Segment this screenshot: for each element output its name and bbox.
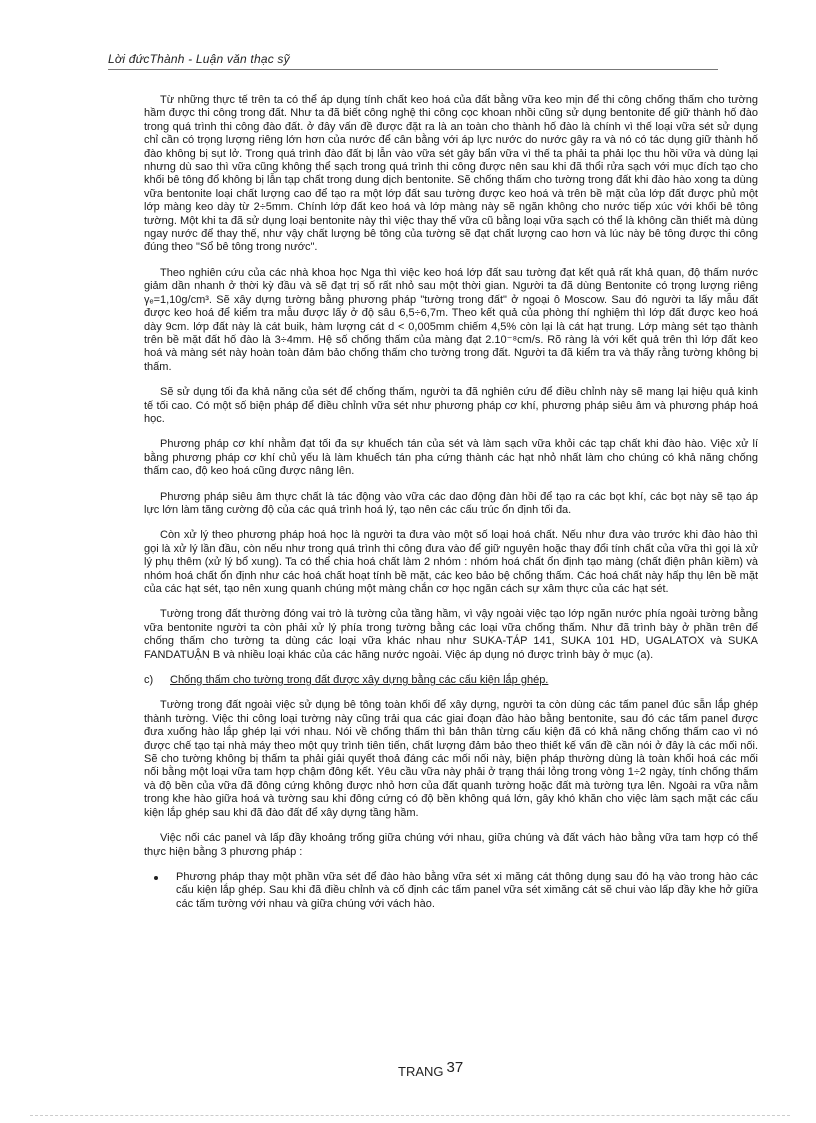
paragraph: Tường trong đất ngoài việc sử dụng bê tông toàn khối để xây dựng, người ta còn dùng các tấm panel đúc sẵn lắp ghép thành tường. Việc thi công loại tường này cũng trải qua các giai đoạn đào hào bằng bentonite, sau đó các tấm panel được đưa xuống hào lắp ghép lại với nhau. Nói về chống thấm thì bản thân từng cấu kiện đã có khả năng chống thấm cao vì nó được chế tạo tại nhà máy theo một quy trình tiên tiến, chất lượng đảm bảo theo thiết kế vấn đề cần nói ở đây là các mối nối. Sẽ cho tường không bị thấm ta phải giải quyết thoả đáng các mối nối này, biện pháp thường dùng là toàn khối hoá các mối nối bằng một loại vữa tam hợp chậm đông kết. Yêu cầu vữa này phải ở trạng thái lỏng trong vòng 1÷2 ngày, tính chống thấm và độ bền của vữa đã đông cứng không được nhỏ hơn của đất quanh tường hoặc đất mà tường tựa lên. Ngoài ra vữa nằm trong khe hào giữa hoá và tường sau khi đông cứng có độ bền không quá lớn, gây khó khăn cho việc làm sạch mặt các cấu kiện lắp ghép sau khi đã đào đất để xây dựng tầng hầm. — [144, 699, 758, 819]
footer-rule — [30, 1115, 790, 1116]
bullet-text: Phương pháp thay một phần vữa sét để đào hào bằng vữa sét xi măng cát thông dụng sau đó hạ vào trong hào các cấu kiện lắp ghép. Sau khi đã điều chỉnh và cố định các tấm panel vữa sét ximăng cát sẽ chui vào lấp đầy khe hở giữa các tấm tường với nhau và giữa chúng với vách hào. — [176, 870, 758, 910]
header-rule — [108, 69, 718, 70]
running-header: Lời đứcThành - Luận văn thạc sỹ — [108, 52, 290, 66]
bullet-item — [144, 871, 758, 911]
bullet-list — [144, 871, 758, 911]
footer-label: TRANG — [398, 1064, 444, 1079]
bullet-icon — [154, 876, 158, 880]
paragraph: Phương pháp cơ khí nhằm đạt tối đa sự khuếch tán của sét và làm sạch vữa khỏi các tạp chất khi đào hào. Việc xử lí bằng phương pháp cơ khí chủ yếu là làm khuếch tán pha cứng thành các hạt nhỏ nhất làm cho chúng có khả năng chống thấm cao, độ keo hoá cũng được nâng lên. — [144, 438, 758, 478]
page-number: 37 — [446, 1059, 464, 1076]
subsection-marker: c) — [144, 674, 154, 687]
paragraph: Theo nghiên cứu của các nhà khoa học Nga thì việc keo hoá lớp đất sau tường đạt kết quả rất khả quan, độ thấm nước giảm dần nhanh ở thời kỳ đầu và sẽ đạt trị số rất nhỏ sau một thời gian. Người ta đã dùng Bentonite có trọng lượng riêng γₑ=1,10g/cm³. Sẽ xây dựng tường bằng phương pháp "tường trong đất" ở ngoại ô Moscow. Sau đó người ta lấy mẫu đất được keo hoá để kiểm tra mẫu được lấy ở độ sâu 6,5÷6,7m. Theo kết quả của phòng thí nghiệm thì lớp đất được keo hoá dày 9cm. lớp đất này là cát buik, hàm lượng cát d < 0,005mm chiếm 4,5% còn lại là cát hạt trung. Lớp màng sét tạo thành trên bề mặt đất hố đào là 3÷4mm. Hệ số chống thấm của màng đạt 2.10⁻⁸cm/s. Rõ ràng là với kết quả trên thì lớp đất keo hoá và màng sét này hoàn toàn đảm bảo chống thấm cho tường trong đất. Người ta đã kiểm tra và thấy rằng tường không bị thấm. — [144, 266, 758, 373]
page-body — [144, 94, 758, 911]
page-footer — [398, 1059, 464, 1080]
paragraph: Tường trong đất thường đóng vai trò là tường của tầng hầm, vì vậy ngoài việc tạo lớp ngăn nước phía ngoài tường bằng vữa bentonite người ta còn phải xử lý phía trong tường bằng các loại vữa chống thấm. Như đã trình bày ở phần trên để chống thấm cho tường ta dùng các loại vữa khác nhau như SUKA-TÁP 141, SUKA 101 HD, UGALATOX và SUKA FANDATUẬN B và nhiều loại khác của các hãng nước ngoài. Việc áp dụng nó được trình bày ở mục (a). — [144, 608, 758, 661]
paragraph: Còn xử lý theo phương pháp hoá học là người ta đưa vào một số loại hoá chất. Nếu như đưa vào trước khi đào hào thì gọi là xử lý lần đầu, còn nếu như trong quá trình thi công đưa vào để giữ nguyên hoặc thay đổi tính chất của vữa thì gọi là xử lý phụ thêm (xử lý bổ xung). Ta có thể chia hoá chất làm 2 nhóm : nhóm hoá chất ổn định tạo màng (chất điện phân kiềm) và nhóm hoá chất ổn định như các hoá chất hoạt tính bề mặt, các keo bảo bệ chống thấm. Các hoá chất này hấp thụ lên bề mặt của các hạt sét, tạo nên xung quanh chúng một màng chắn cơ học ngăn cách sự xâm thực của các hạt sét. — [144, 529, 758, 595]
subsection-title: Chống thấm cho tường trong đất được xây dựng bằng các cấu kiện lắp ghép. — [170, 674, 549, 687]
subsection-heading — [144, 674, 758, 687]
paragraph: Phương pháp siêu âm thực chất là tác động vào vữa các dao động đàn hồi để tạo ra các bọt khí, các bọt này sẽ tạo áp lực lớn làm tăng cường độ của các quá trình hoá lý, tạo nên các cấu trúc ổn định tối đa. — [144, 490, 758, 516]
paragraph: Việc nối các panel và lấp đầy khoảng trống giữa chúng với nhau, giữa chúng và đất vách hào bằng vữa tam hợp có thể thực hiện bằng 3 phương pháp : — [144, 832, 758, 858]
paragraph: Sẽ sử dụng tối đa khả năng của sét để chống thấm, người ta đã nghiên cứu để điều chỉnh này sẽ mang lại hiệu quả kinh tế tối cao. Có một số biện pháp để điều chỉnh vữa sét như phương pháp cơ khí, phương pháp siêu âm và phương pháp hoá học. — [144, 386, 758, 425]
paragraph: Từ những thực tế trên ta có thể áp dụng tính chất keo hoá của đất bằng vữa keo mịn để thi công chống thấm cho tường hầm được thi công trong đất. Như ta đã biết công nghệ thi công cọc khoan nhồi cũng sử dụng bentonite để giữ thành hố đào trong quá trình thi công đào đất. ở đây vấn đề được đặt ra là an toàn cho thành hố đào là chính vì thế loại vữa sét sử dụng chỉ cần có trọng lượng riêng lớn hơn của nước để cân bằng với áp lực nước do nước gây ra và nó có tác dụng giữ thành hố đào không bị sụt lở. Trong quá trình đào đất bị lẫn vào vữa sét gây bẩn vữa vì thế ta phải ta phải lọc thu hồi vữa và dùng lại nhưng dù sao thì vữa cũng không thể sạch trong quá trình thi công được nên sau khi đã thổi rửa sạch với mục đích tạo cho khối bê tông đổ không bị lẫn tạp chất trong dung dịch bentonite. Sẽ chống thấm cho tường trong đất khi đào hào xong ta dùng vữa bentonite loại chất lượng cao để tạo ra một lớp đất sau tường được keo hoá và trên bề mặt của lớp đất được phủ một lớp màng keo dày từ 2÷5mm. Chính lớp đất keo hoá và lớp màng này sẽ ngăn không cho nước tiếp xúc với khối bê tông tường. Một khi ta đã sử dụng loại bentonite này thì việc thay thế vữa cũ bằng loại vữa sạch có thể là không cần thiết mà dùng ngay nước để thay thế, như vậy chất lượng bê tông của tường sẽ đạt chất lượng cao hơn và lúc này bê tông được thi công đúng theo "Sổ bê tông trong nước". — [144, 94, 758, 254]
